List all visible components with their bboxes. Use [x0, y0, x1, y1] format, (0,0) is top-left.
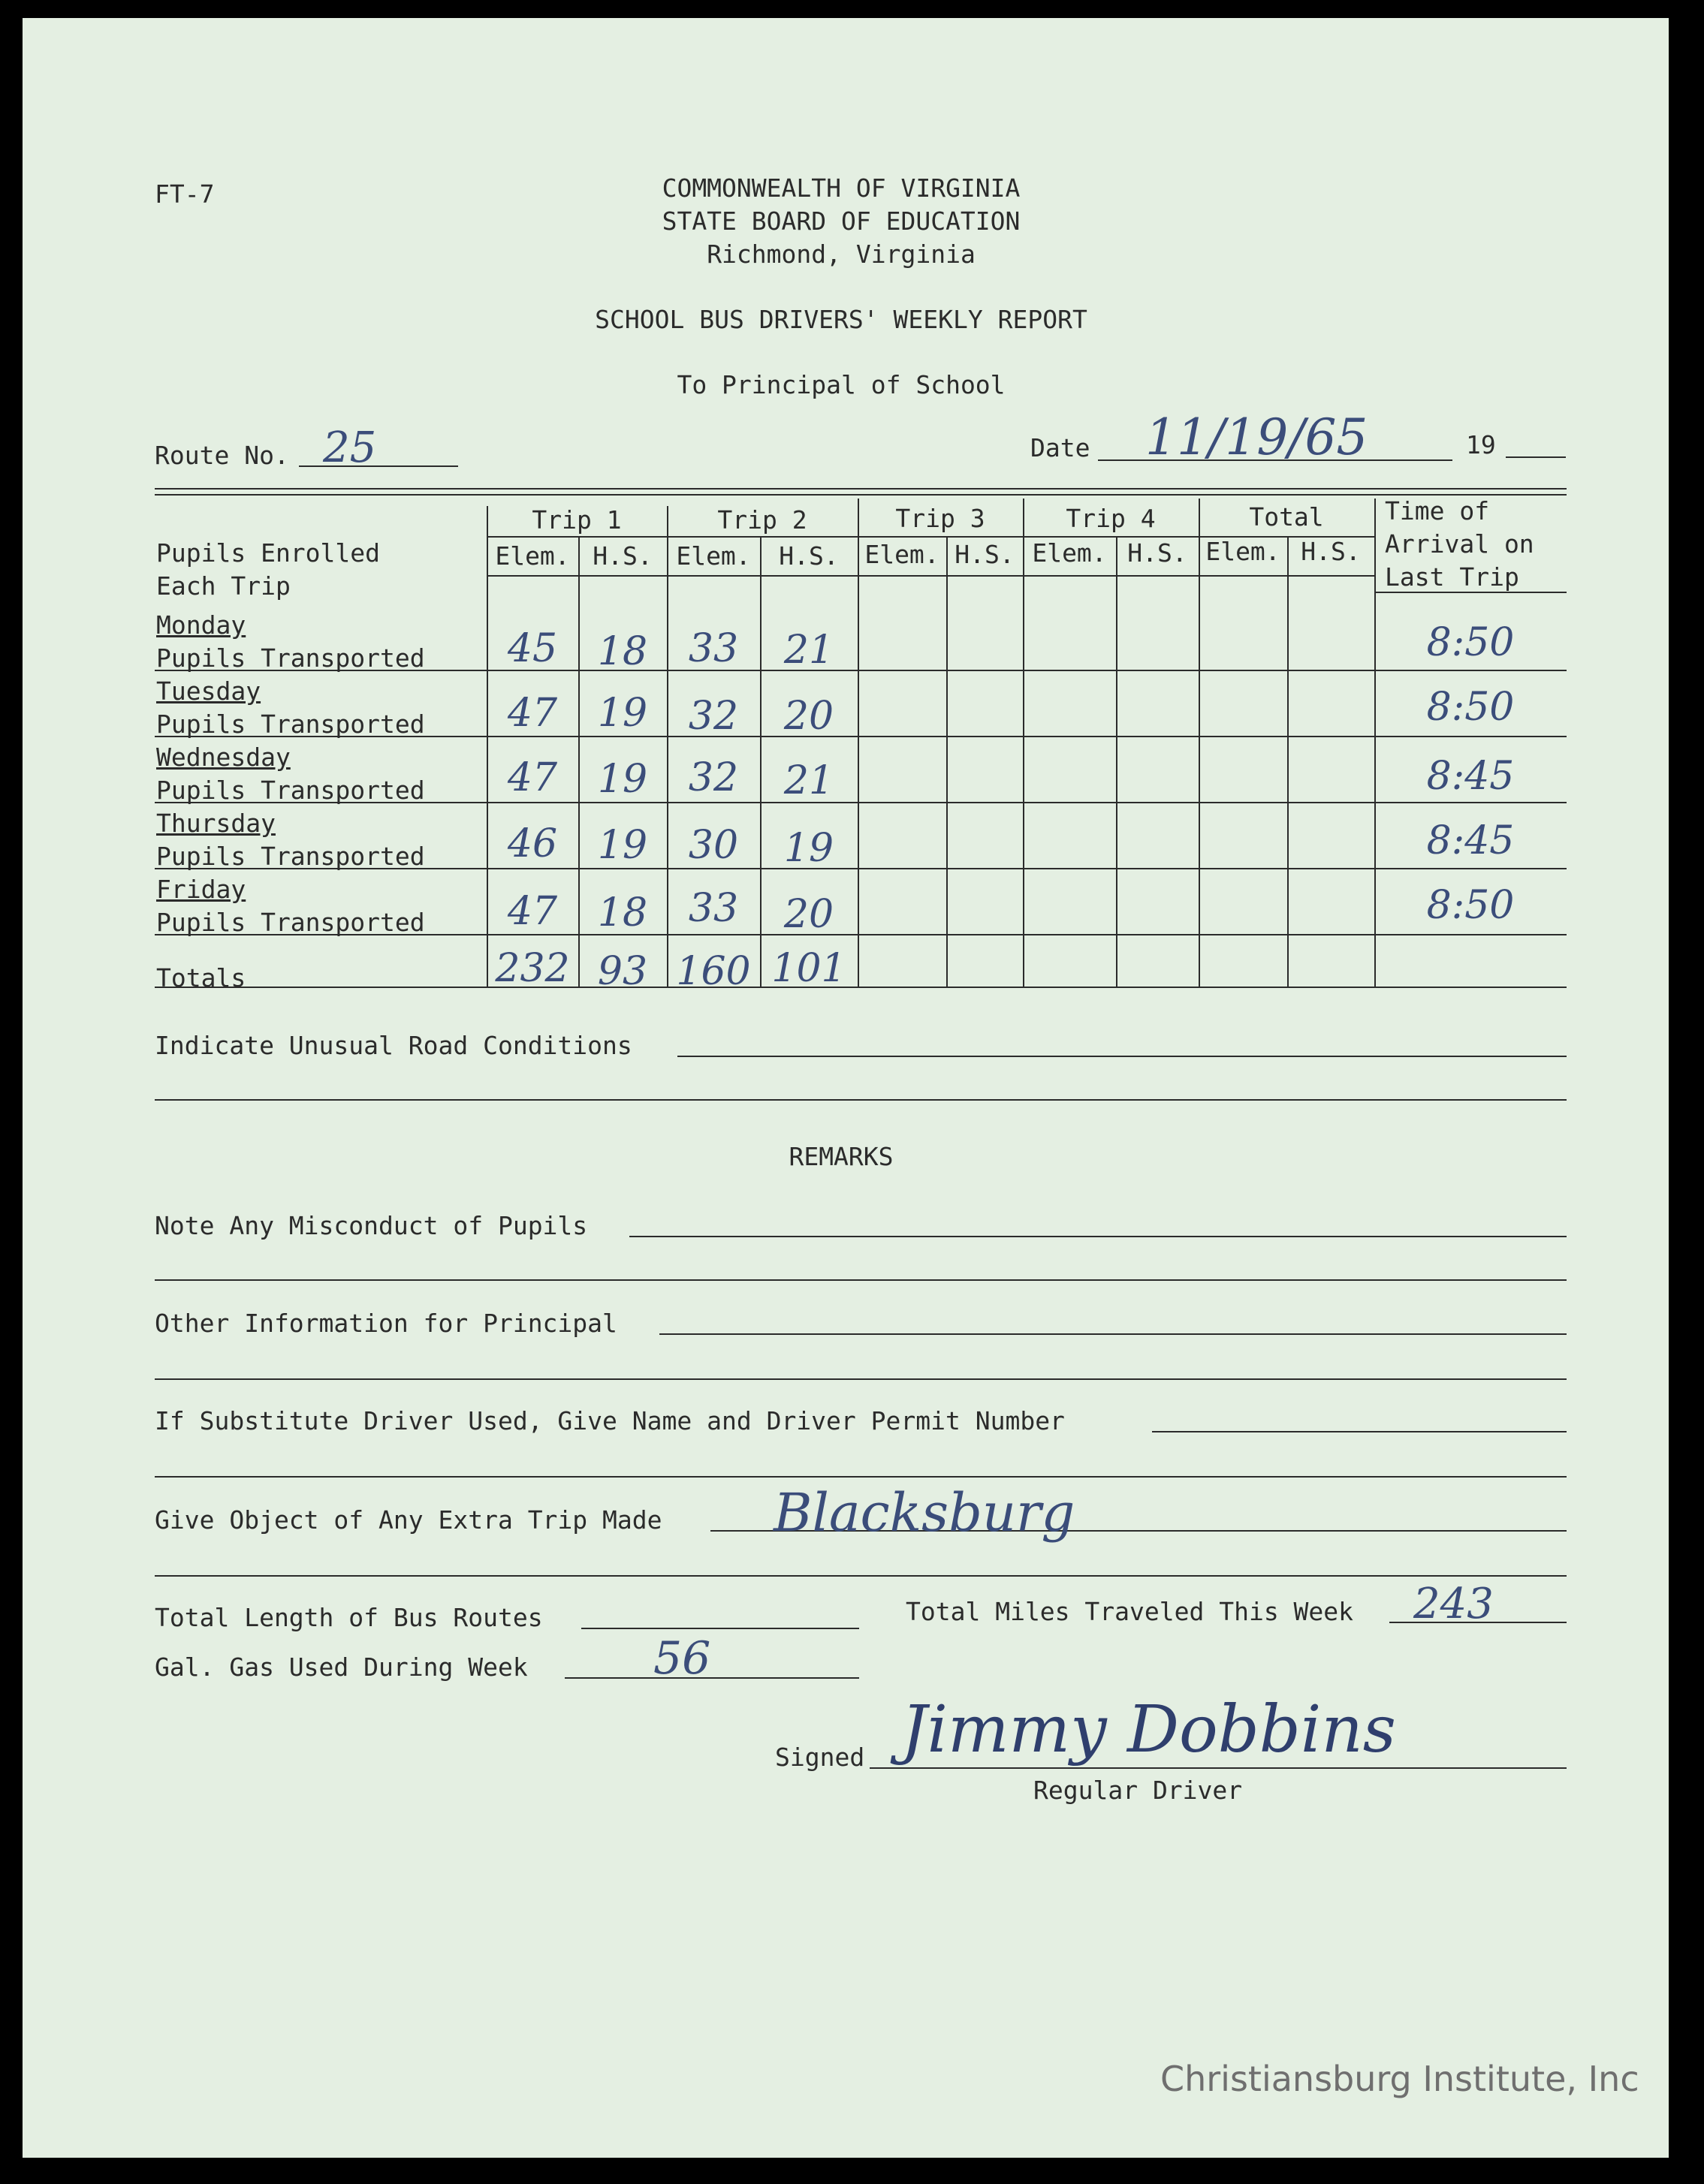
- route-label: Route No.: [155, 441, 289, 470]
- wednesday-trip1-hs: 19: [597, 757, 648, 802]
- other-info-label: Other Information for Principal: [155, 1309, 617, 1338]
- friday-arrival: 8:50: [1426, 883, 1515, 928]
- remarks-heading: REMARKS: [789, 1142, 894, 1171]
- header-line2: STATE BOARD OF EDUCATION: [662, 206, 1021, 236]
- wednesday-trip1-elem: 47: [507, 755, 558, 800]
- substitute-line-2: [155, 1476, 1567, 1478]
- extra-trip-value: Blacksburg: [774, 1482, 1075, 1544]
- route-length-line: [581, 1628, 859, 1629]
- wednesday-arrival: 8:45: [1426, 754, 1515, 799]
- friday-trip2-hs: 20: [783, 892, 834, 937]
- date-year-prefix: 19: [1466, 430, 1496, 459]
- wednesday-trip2-elem: 32: [688, 755, 739, 800]
- day-label: Friday: [156, 875, 246, 904]
- monday-trip1-hs: 18: [597, 629, 648, 674]
- substitute-line: [1152, 1431, 1567, 1432]
- tuesday-trip2-elem: 32: [688, 694, 739, 739]
- extra-trip-line-2: [155, 1575, 1567, 1577]
- row-header-line2: Each Trip: [156, 571, 291, 601]
- thursday-trip1-hs: 19: [597, 823, 648, 868]
- arrival-header-line1: Time of: [1385, 496, 1490, 526]
- trip-3-elem-header: Elem.: [864, 540, 939, 569]
- trip-2-hs-header: H.S.: [779, 541, 839, 571]
- monday-trip1-elem: 45: [507, 626, 558, 671]
- row-label: Pupils Transported: [156, 643, 425, 673]
- form-paper: [23, 18, 1669, 2158]
- monday-arrival: 8:50: [1426, 620, 1515, 665]
- road-conditions-label: Indicate Unusual Road Conditions: [155, 1031, 632, 1060]
- trip-4-elem-header: Elem.: [1032, 538, 1107, 568]
- trip-4-header: Trip 4: [1066, 504, 1156, 533]
- tuesday-trip1-hs: 19: [597, 691, 648, 736]
- form-code: FT-7: [155, 179, 215, 209]
- road-conditions-line: [677, 1056, 1567, 1057]
- monday-trip2-elem: 33: [688, 626, 739, 671]
- extra-trip-label: Give Object of Any Extra Trip Made: [155, 1505, 662, 1535]
- day-label: Thursday: [156, 809, 276, 838]
- miles-label: Total Miles Traveled This Week: [906, 1597, 1354, 1626]
- tuesday-trip1-elem: 47: [507, 691, 558, 736]
- miles-value: 243: [1413, 1580, 1494, 1628]
- trip-1-header: Trip 1: [532, 505, 622, 535]
- totals-label: Totals: [156, 963, 246, 993]
- total-header: Total: [1249, 502, 1324, 532]
- row-label: Pupils Transported: [156, 709, 425, 739]
- other-info-line-2: [155, 1378, 1567, 1380]
- year-line: [1506, 456, 1566, 458]
- day-label: Tuesday: [156, 676, 261, 706]
- trip-3-hs-header: H.S.: [955, 540, 1015, 569]
- row-header-line1: Pupils Enrolled: [156, 538, 381, 568]
- trip-3-header: Trip 3: [895, 504, 985, 533]
- signed-label: Signed: [775, 1743, 865, 1772]
- trip-1-elem-header: Elem.: [495, 541, 570, 571]
- misconduct-label: Note Any Misconduct of Pupils: [155, 1211, 588, 1240]
- route-value: 25: [323, 423, 377, 472]
- tuesday-trip2-hs: 20: [783, 694, 834, 739]
- totals-trip1-elem: 232: [495, 946, 570, 991]
- thursday-arrival: 8:45: [1426, 818, 1515, 863]
- trip-1-hs-header: H.S.: [593, 541, 653, 571]
- totals-trip2-hs: 101: [771, 946, 846, 991]
- watermark: Christiansburg Institute, Inc: [1160, 2059, 1639, 2099]
- arrival-header-line2: Arrival on: [1385, 529, 1534, 559]
- day-label: Monday: [156, 610, 246, 640]
- day-label: Wednesday: [156, 743, 291, 772]
- gas-label: Gal. Gas Used During Week: [155, 1652, 528, 1682]
- friday-trip2-elem: 33: [688, 886, 739, 931]
- report-title: SCHOOL BUS DRIVERS' WEEKLY REPORT: [595, 305, 1087, 334]
- misconduct-line: [629, 1236, 1567, 1237]
- row-label: Pupils Transported: [156, 908, 425, 937]
- trip-2-elem-header: Elem.: [676, 541, 751, 571]
- friday-trip1-elem: 47: [507, 889, 558, 934]
- thursday-trip2-hs: 19: [783, 826, 834, 871]
- totals-trip1-hs: 93: [597, 949, 648, 994]
- thursday-trip2-elem: 30: [688, 823, 739, 868]
- date-value: 11/19/65: [1145, 408, 1368, 466]
- monday-trip2-hs: 21: [783, 628, 834, 673]
- signed-role: Regular Driver: [1033, 1776, 1243, 1805]
- gas-line: [565, 1677, 859, 1679]
- header-line1: COMMONWEALTH OF VIRGINIA: [662, 173, 1021, 203]
- report-subtitle: To Principal of School: [677, 370, 1006, 399]
- signed-line: [870, 1767, 1567, 1769]
- thursday-trip1-elem: 46: [507, 821, 558, 866]
- wednesday-trip2-hs: 21: [783, 758, 834, 803]
- signature-value: Jimmy Dobbins: [901, 1692, 1396, 1767]
- substitute-label: If Substitute Driver Used, Give Name and Driver Permit Number: [155, 1406, 1065, 1435]
- tuesday-arrival: 8:50: [1426, 685, 1515, 730]
- trip-4-hs-header: H.S.: [1127, 538, 1187, 568]
- totals-trip2-elem: 160: [676, 949, 751, 994]
- total-elem-header: Elem.: [1205, 537, 1280, 566]
- friday-trip1-hs: 18: [597, 890, 648, 935]
- gas-value: 56: [653, 1632, 711, 1685]
- route-length-label: Total Length of Bus Routes: [155, 1603, 543, 1632]
- date-label: Date: [1030, 433, 1090, 462]
- row-label: Pupils Transported: [156, 776, 425, 805]
- other-info-line: [659, 1333, 1567, 1335]
- arrival-header-line3: Last Trip: [1385, 562, 1519, 592]
- row-label: Pupils Transported: [156, 842, 425, 871]
- road-conditions-line-2: [155, 1099, 1567, 1101]
- total-hs-header: H.S.: [1301, 537, 1361, 566]
- trip-2-header: Trip 2: [717, 505, 807, 535]
- header-line3: Richmond, Virginia: [707, 239, 976, 269]
- misconduct-line-2: [155, 1279, 1567, 1281]
